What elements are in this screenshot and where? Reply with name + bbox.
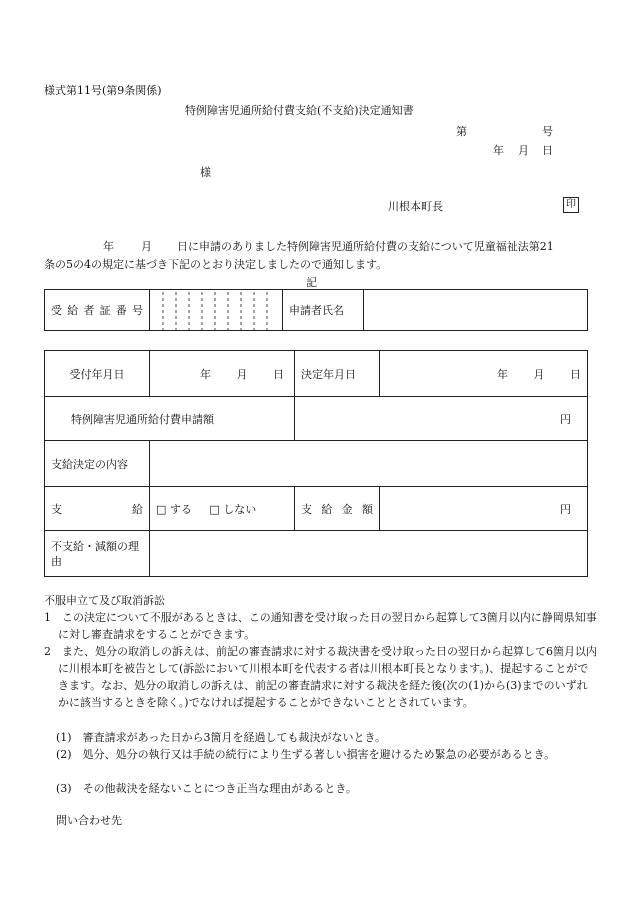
applicant-name-value [364, 290, 588, 331]
received-month: 月 [236, 367, 248, 381]
addressee-honorific: 様 [200, 166, 211, 179]
decision-date-value [380, 351, 588, 397]
intro-month: 月 [141, 240, 152, 253]
received-day: 日 [273, 367, 284, 381]
appeal-sub-item-3: (3) その他裁決を経ないことにつき正当な理由があるとき。 [56, 782, 357, 795]
recipient-number-boxes [150, 290, 283, 331]
intro-year: 年 [103, 240, 114, 253]
recipient-table [44, 289, 588, 331]
payment-label: 支給 [45, 487, 150, 531]
applicant-name-label: 申請者氏名 [283, 290, 364, 331]
form-number: 様式第11号(第9条関係) [44, 84, 162, 97]
appeal-item-2: 2 また、処分の取消しの訴えは、前記の審査請求に対する裁決書を受け取った日の翌日から起算して6箇月以内に川根本町を被告として(訴訟において川根本町を代表する者は川根本町長となります。)、提起することができます。なお、処分の取消しの訴えは、前記の審査請求に対する裁決を経た後(次の(1)から(3)までのいずれかに該当するときを除く。)でなければ提起することができないこととされています。 [44, 645, 597, 709]
decision-content-label: 支給決定の内容 [45, 441, 150, 487]
intro-text-line1: 日に申請のありました特例障害児通所給付費の支給について児童福祉法第21 [177, 240, 554, 253]
digit-dividers [150, 290, 282, 330]
issue-date-year: 年 [493, 144, 504, 157]
ki-mark: 記 [306, 276, 317, 289]
intro-text-line2: 条の5の4の規定に基づき下記のとおり決定しましたので通知します。 [44, 258, 388, 271]
decision-day: 日 [570, 367, 581, 381]
payment-amount-label: 支給金額 [295, 487, 380, 531]
claim-yen: 円 [560, 412, 571, 426]
decision-year: 年 [497, 367, 508, 381]
issue-date-day: 日 [542, 144, 553, 157]
appeal-sub-item-2: (2) 処分、処分の執行又は手続の続行により生ずる著しい損害を避けるため緊急の必要があるとき。 [56, 748, 556, 761]
number-label-dai: 第 [456, 125, 467, 138]
payment-yen: 円 [560, 502, 571, 516]
appeal-sub-item-1: (1) 審査請求があった日から3箇月を経過しても裁決がないとき。 [56, 731, 387, 744]
received-date-value [150, 351, 295, 397]
issue-date-month: 月 [518, 144, 529, 157]
decision-content-value [150, 441, 588, 487]
document-title: 特例障害児通所給付費支給(不支給)決定通知書 [185, 104, 414, 117]
payment-no-option[interactable]: □ しない [209, 502, 257, 516]
recipient-number-label: 受給者証番号 [45, 290, 150, 331]
decision-month: 月 [533, 367, 545, 381]
decision-table [44, 350, 588, 577]
appeal-item-1: 1 この決定について不服があるときは、この通知書を受け取った日の翌日から起算して3箇月以内に静岡県知事に対し審査請求をすることができます。 [44, 611, 597, 641]
contact-label: 問い合わせ先 [56, 814, 122, 827]
seal-mark: 印 [563, 197, 579, 213]
payment-choice [150, 487, 295, 531]
issuer-name: 川根本町長 [388, 200, 443, 213]
number-label-go: 号 [542, 125, 553, 138]
claim-amount-value [295, 397, 588, 441]
payment-amount-value [380, 487, 588, 531]
reason-label: 不支給・減額の理由 [45, 531, 150, 577]
received-date-label: 受付年月日 [45, 351, 150, 397]
payment-yes-option[interactable]: □ する [156, 502, 192, 516]
appeal-heading: 不服申立て及び取消訴訟 [44, 594, 165, 607]
received-year: 年 [200, 367, 211, 381]
reason-value [150, 531, 588, 577]
decision-date-label: 決定年月日 [295, 351, 380, 397]
claim-amount-label: 特例障害児通所給付費申請額 [45, 397, 295, 441]
